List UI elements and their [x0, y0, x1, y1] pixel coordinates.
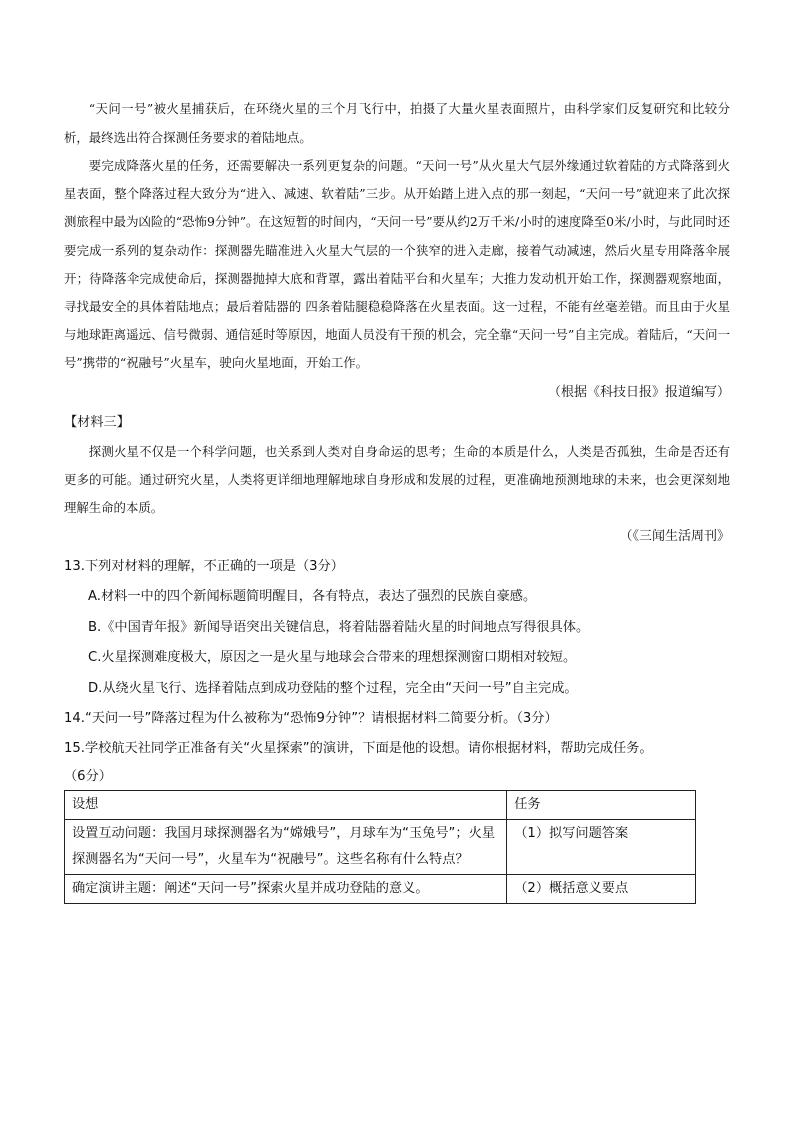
material2-paragraph-2: 要完成降落火星的任务，还需要解决一系列更复杂的问题。“天问一号”从火星大气层外缘通过软着陆的方式降落到火星表面，整个降落过程大致分为“进入、减速、软着陆”三步。从开始踏上进入点的那一刻起，“天问一号”就迎来了此次探测旅程中最为凶险的“恐怖9分钟”。在这短暂的时间内，“天问一号”要从约2万千米/小时的速度降至0米/小时，与此同时还要完成一系列的复杂动作：探测器先瞄准进入火星大气层的一个狭窄的进入走廊，接着气动减速，然后火星专用降落伞展开；待降落伞完成使命后，探测器抛掉大底和背罩，露出着陆平台和火星车；大推力发动机开始工作，探测器观察地面，寻找最安全的具体着陆地点；最后着陆器的 四条着陆腿稳稳降落在火星表面。这一过程，不能有丝毫差错。而且由于火星与地球距离遥远、信号微弱、通信延时等原因，地面人员没有干预的机会，完全靠“天问一号”自主完成。着陆后，“天问一号”携带的“祝融号”火星车，驶向火星地面，开始工作。 [64, 158, 730, 371]
material2-source: （根据《科技日报》报道编写） [547, 384, 730, 400]
material2-paragraph-1: “天问一号”被火星捕获后，在环绕火星的三个月飞行中，拍摄了大量火星表面照片，由科学家们反复研究和比较分析，最终选出符合探测任务要求的着陆地点。 [64, 101, 730, 145]
task-table-header-row [65, 791, 696, 820]
material3-heading: 【材料三】 [64, 414, 130, 430]
task-table-cell-idea: 设置互动问题：我国月球探测器名为“嫦娥号”，月球车为“玉兔号”；火星探测器名为“天问一号”，火星车为“祝融号”。这些名称有什么特点？ [65, 820, 507, 875]
task-table-cell-idea: 确定演讲主题：阐述“天问一号”探索火星并成功登陆的意义。 [65, 875, 507, 904]
task-table-row [65, 875, 696, 904]
exam-page [64, 94, 730, 904]
task-table-cell-task: （1）拟写问题答案 [507, 820, 696, 875]
question-13-option-a: A.材料一中的四个新闻标题简明醒目，各有特点，表达了强烈的民族自豪感。 [88, 589, 537, 605]
task-table [64, 790, 696, 904]
question-15-stem: 15.学校航天社同学正准备有关“火星探索”的演讲，下面是他的设想。请你根据材料，帮助完成任务。 [64, 741, 653, 757]
question-14-stem: 14.“天问一号”降落过程为什么被称为“恐怖9分钟”？请根据材料二简要分析。（3分） [64, 711, 558, 727]
task-table-cell-task: （2）概括意义要点 [507, 875, 696, 904]
material3-source: （《三闻生活周刊》 [619, 529, 730, 545]
material3-paragraph: 探测火星不仅是一个科学问题，也关系到人类对自身命运的思考；生命的本质是什么，人类是否孤独，生命是否还有更多的可能。通过研究火星，人类将更详细地理解地球自身形成和发展的过程，更准确地预测地球的未来，也会更深刻地理解生命的本质。 [64, 443, 730, 516]
task-table-header-task: 任务 [507, 791, 696, 820]
question-15-score: （6分） [64, 769, 112, 785]
question-13-option-d: D.从绕火星飞行、选择着陆点到成功登陆的整个过程，完全由“天问一号”自主完成。 [88, 680, 578, 696]
question-13-option-b: B.《中国青年报》新闻导语突出关键信息，将着陆器着陆火星的时间地点写得很具体。 [88, 619, 590, 635]
task-table-row [65, 820, 696, 875]
question-13-stem: 13.下列对材料的理解，不正确的一项是（3分） [64, 559, 344, 575]
question-13-option-c: C.火星探测难度极大，原因之一是火星与地球会合带来的理想探测窗口期相对较短。 [88, 650, 577, 666]
task-table-header-idea: 设想 [65, 791, 507, 820]
